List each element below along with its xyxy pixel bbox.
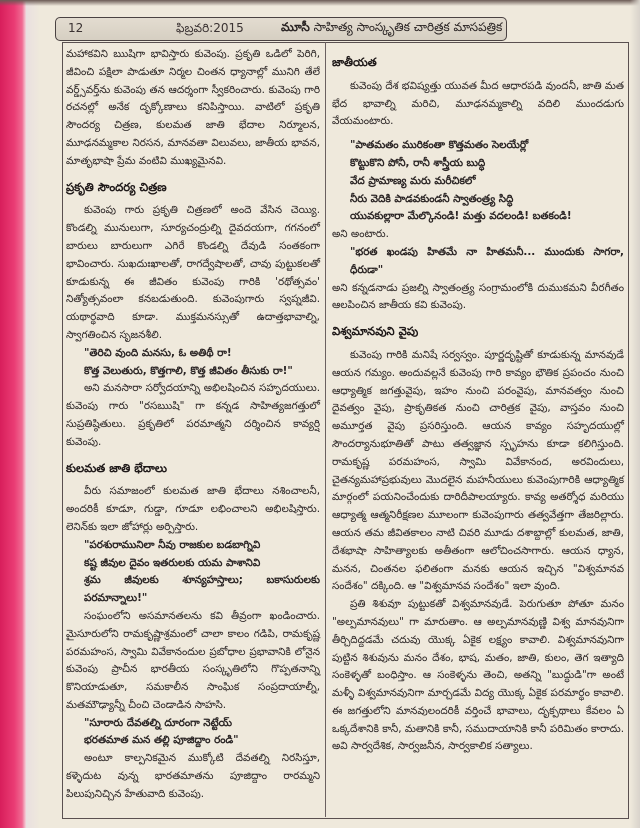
top-shadow xyxy=(0,0,640,6)
section-heading-nationalism: జాతీయత xyxy=(332,55,377,69)
quote: "భరత ఖండపు హితమే నా హితమనీ... ముందుకు సాగరా, ధీరుడా" xyxy=(350,245,624,276)
verse-line: కష్ట జీవుల దైవం ఇతరులకు యమ పాశానివి xyxy=(84,556,261,569)
magazine-name: మూసీ xyxy=(281,20,310,34)
verse-line: "పరశురామునిలా నీవు రాజకుల బడబాగ్నివి xyxy=(84,538,261,551)
column-divider xyxy=(325,42,326,817)
verse-line: "పాతమతం మురికంతా కొత్తమతం సెలయేర్లో xyxy=(350,139,529,152)
right-column xyxy=(332,46,624,756)
page-gutter xyxy=(26,0,40,828)
nature-paragraph-2: అని మనసారా సర్వోదయాన్ని అభిలషించిన సహృదయులు. కువెంపు గారు "రసఋషి" గా కన్నడ సాహిత్యజగత్తులో సుప్రతిష్ఠితులు. ప్రకృతిలో పరమాత్మని దర్శించిన కావ్యర్షి కువెంపు. xyxy=(66,382,320,448)
intro-paragraph: మహాకవిని ఋషిగా భావిస్తారు కువెంపు. ప్రకృతి ఒడిలో పెరిగి, జీవించి పక్షిలా పాడుతూ నిర్మల చింతన ధ్యానాల్లో మునిగి తేలే వర్డ్స్‌వర్త్‌ను కువెంపు తన ఆదర్శంగా స్వీకరించారు. కువెంపు గారి రచనల్లో అనేక దృక్కోణాలు కనిపిస్తాయి. వాటిలో ప్రకృతి సౌందర్య చిత్రణ, కులమత జాతి భేదాల నిర్మూలన, మూఢనమ్మకాల నిరసన, మానవతా విలువలు, జాతీయ భావన, మాతృభాషా ప్రేమ వంటివి ముఖ్యమైనవి. xyxy=(66,48,320,167)
verse-line: కొట్టుకొని పోనీ, రానీ శాస్త్రీయ బుద్ధి xyxy=(350,156,486,169)
page-header xyxy=(55,17,507,41)
section-heading-universal-man: విశ్వమానవుని వైపు xyxy=(332,324,419,339)
verse-tail: అని అంటారు. xyxy=(332,228,389,241)
section-heading-nature: ప్రకృతి సౌందర్య చిత్రణ xyxy=(66,179,167,194)
universal-paragraph-2: ప్రతి శిశువూ పుట్టుకతో విశ్వమానవుడే. పెరుగుతూ పోతూ మనం "అల్పమానవులు" గా మారుతాం. ఆ అల్పమానవుణ్ణి విశ్వ మానవునిగా తీర్చిదిద్దడమే చదువు యొక్క ఏకైక లక్ష్యం కావాలి. విశ్వమానవునిగా పుట్టిన శిశువును మనం దేశం, భాష, మతం, జాతి, కులం, తెగ ఇత్యాది సంకెళ్ళతో బంధిస్తాం. ఆ సంకెళ్ళను తెంచి, అతన్ని "బుద్ధుడి"గా అంటే మళ్ళీ విశ్వమానవునిగా మార్చడమే విద్య యొక్క ఏకైక పరమార్థం కావాలి. ఈ జగత్తులోని మానవులందరికీ వర్తించే భావాలు, దృక్పథాలు కేవలం ఏ ఒక్కదేశానికి కానీ, మతానికి కానీ, సముదాయానికి కానీ పరిమితం కారాదు. అవి సార్వదేశిక, సార్వజనీన, సార్వకాలిక సత్యాలు. xyxy=(332,598,625,753)
verse-line: వేద ప్రామాణ్య మరు మరీచికలో xyxy=(350,174,476,187)
verse-line: కొత్త వెలుతురు, కొత్తగాలి, కొత్త జీవితం తీసుకు రా!" xyxy=(84,364,293,377)
magazine-title xyxy=(281,20,502,37)
page-edge xyxy=(630,0,640,828)
issue-date: ఫిబ్రవరి:2015 xyxy=(176,21,244,35)
nationalism-paragraph: కువెంపు దేశ భవిష్యత్తు యువత మీద ఆధారపడి వుందనీ, జాతి మత భేద భావాల్ని మరిచి, మూఢనమ్మకాల్ని వదిలి ముందడుగు వేయమంటారు. xyxy=(332,79,624,128)
verse-line: యువకుల్లారా మేల్కొనండి! మత్తు వదలండి! బతకండి! xyxy=(350,210,572,223)
verse-line: శ్రమ జీవులకు శూన్యహస్తాలు; బకాసురులకు పరమాన్నాలు!" xyxy=(84,574,320,605)
verse-line: నీరు వెదికి పాడవకుండనీ స్వాతంత్ర్య సిద్ధి xyxy=(350,192,514,205)
caste-paragraph-3: అంటూ కాల్పనికమైన ముక్కోటి దేవతల్ని నిరసిస్తూ, కళ్ళెదుట వున్న భారతమాతను పూజిద్దాం రారమ్మని పిలుపునిచ్చిన హేతువాది కువెంపు. xyxy=(66,752,320,800)
caste-paragraph-2: సంఘంలోని అసమానతలను కవి తీవ్రంగా ఖండించారు. మైసూరులోని రామకృష్ణాశ్రమంలో చాలా కాలం గడిపి, రామకృష్ణ పరమహంస, స్వామి వివేకానందుల ప్రబోధాల ప్రభావానికి లోనైన కువెంపు ప్రాచీన భారతీయ సంస్కృతిలోని గొప్పతనాన్ని కొనియాడుతూ, సమకాలీన సాంఘిక సంప్రదాయాల్నీ, మతమౌఢ్యాన్నీ చీంచి చెండాడిన సాహసి. xyxy=(66,609,320,711)
nationalism-paragraph-2: అని కన్నడనాడు ప్రజల్ని స్వాతంత్ర్య సంగ్రామంలోకి దుముకమని వీరగీతం ఆలపించిన జాతీయ కవి కువెంపు. xyxy=(332,281,624,312)
verse-line: "తెరిచి వుంది మనసు, ఓ అతిథీ రా! xyxy=(84,346,232,359)
verse-line: భరతమాత మన తల్లి పూజిద్దాం రండి" xyxy=(84,734,239,747)
caste-paragraph: వీరు సమాజంలో కులమత జాతి భేదాలు నశించాలనీ, అందరికీ కూడూ, గుడ్డా, గూడూ లభించాలని అభిలషిస్తారు. లెనిన్‌కు ఇలా జోహార్లు అర్పిస్తారు. xyxy=(66,485,320,533)
left-column xyxy=(66,46,320,804)
magazine-subtitle: సాహిత్య సాంస్కృతిక చారిత్రక మాసపత్రిక xyxy=(313,20,503,34)
nature-paragraph: కువెంపు గారు ప్రకృతి చిత్రణలో అందె వేసిన చెయ్యి. కొండల్ని మునులుగా, సూర్యచంద్రుల్ని దైవదయగా, గగనంలో బారులు బారులుగా ఎగిరే కొండల్ని దేవుడి సంతకంగా భావించారు. సుఖదుఃఖాలతో, రాగద్వేషాలతో, చావు పుట్టుకలతో కూడుకున్న ఈ జీవితం కువెంపు గారికి 'రథోత్సవం' నిత్యోత్సవంలా కనబడుతుంది. కువెంపుగారు స్వప్నజీవి. యథార్థవాది కూడా. ముక్తమనస్సుతో ఉదాత్తభావాల్ని, స్వాగతించిన సృజనశీలి. xyxy=(66,204,320,341)
binding-spine xyxy=(0,0,26,828)
verse-line: "సూరారు దేవతల్ని దూరంగా నెట్టేయ్ xyxy=(84,716,232,729)
section-heading-caste: కులమత జాతి భేదాలు xyxy=(66,460,167,475)
universal-paragraph: కువెంపు గారికి మనిషే సర్వస్వం. పూర్ణదృష్టితో కూడుకున్న మానవుడే ఆయన గమ్యం. అందువల్లనే కువెంపు గారి కావ్యం భౌతిక ప్రపంచం నుంచి ఆధ్యాత్మిక జగత్తువైపు, ఇహం నుంచి పరంవైపు, మానవత్వం నుంచి దైవత్వం వైపు, ప్రాకృతికత నుంచి చారిత్రక వైపు, వాస్తవం నుంచి అమూర్తత వైపు ప్రసరిస్తుంది. ఆయన కావ్యం సహృదయుల్లో సౌందర్యానుభూతితో పాటు తత్వజ్ఞాన స్పృహను కూడా కలిగిస్తుంది. రామకృష్ణ పరమహంస, స్వామి వివేకానంద, అరవిందులు, చైతన్యమహాప్రభువులు మొదలైన మహనీయులు కువెంపుగారికి ఆధ్యాత్మిక మార్గంలో పయనించేందుకు దారిదీపాలయ్యారు. కావ్య అతర్శోధ మరియు ఆధ్యాత్మ ఆత్మనిరీక్షణల మూలంగా కువెంపుగారు తత్వవేత్తగా తేజరిల్లారు. ఆయన తమ జీవితకాలం నాటి చివరి మూడు దశాబ్దాల్లో కులమత, జాతి, దేశభాషా సాహిత్యాలకు అతీతంగా ఆలోచించసాగారు. ఆయన ధ్యాన, మనన, చింతనల ఫలితంగా మనకు ఆయన ఇచ్చిన "విశ్వమానవ సందేశం" దక్కింది. ఆ "విశ్వమానవ సందేశం" ఇలా వుంది. xyxy=(332,348,624,593)
page-number: 12 xyxy=(68,21,84,35)
